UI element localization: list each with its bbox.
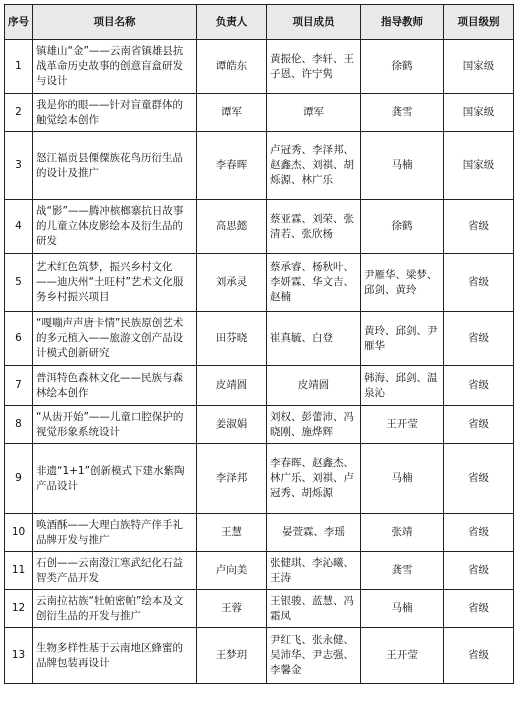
cell-advisor: 张靖 (361, 514, 444, 552)
cell-project-name: 镇雄山“金”——云南省镇雄县抗战革命历史故事的创意盲盒研发与设计 (33, 40, 197, 94)
table-row (5, 254, 514, 312)
cell-leader: 李春晖 (197, 132, 267, 200)
header-name: 项目名称 (33, 5, 197, 40)
cell-no: 6 (5, 312, 33, 366)
cell-leader: 姜淑娟 (197, 406, 267, 444)
cell-advisor: 韩海、邱剑、温泉沁 (361, 366, 444, 406)
cell-project-name: “嘎嘣声声唐卡情”民族原创艺术的多元植入——旅游文创产品设计模式创新研究 (33, 312, 197, 366)
cell-advisor: 王开莹 (361, 406, 444, 444)
cell-members: 蔡亚霖、刘荣、张清若、张欣杨 (267, 200, 361, 254)
cell-project-name: 生物多样性基于云南地区蜂蜜的品牌包装再设计 (33, 628, 197, 684)
cell-leader: 王蓉 (197, 590, 267, 628)
cell-members: 尹红飞、张永健、吴沛华、尹志强、李馨金 (267, 628, 361, 684)
cell-members: 卢冠秀、李泽邦、赵鑫杰、刘祺、胡烁源、林广乐 (267, 132, 361, 200)
cell-no: 7 (5, 366, 33, 406)
cell-no: 11 (5, 552, 33, 590)
cell-advisor: 龚雪 (361, 552, 444, 590)
table-row (5, 628, 514, 684)
cell-members: 刘权、彭蕾沛、冯晓刚、施烨辉 (267, 406, 361, 444)
cell-advisor: 马楠 (361, 590, 444, 628)
cell-members: 蔡承睿、杨秋叶、李妍霖、华文吉、赵楠 (267, 254, 361, 312)
cell-level: 省级 (444, 200, 514, 254)
cell-project-name: 云南拉祜族“牡帕密帕”绘本及文创衍生品的开发与推广 (33, 590, 197, 628)
table-row (5, 444, 514, 514)
cell-level: 国家级 (444, 40, 514, 94)
table-row (5, 366, 514, 406)
cell-advisor: 王开莹 (361, 628, 444, 684)
cell-advisor: 马楠 (361, 444, 444, 514)
cell-level: 省级 (444, 312, 514, 366)
cell-project-name: 唤酒酥——大理白族特产伴手礼品牌开发与推广 (33, 514, 197, 552)
table-header-row (5, 5, 514, 40)
cell-project-name: 艺术红色筑梦，振兴乡村文化——迪庆州“土旺村”艺术文化服务乡村振兴项目 (33, 254, 197, 312)
cell-level: 国家级 (444, 94, 514, 132)
cell-level: 省级 (444, 444, 514, 514)
cell-no: 5 (5, 254, 33, 312)
table-row (5, 406, 514, 444)
cell-members: 晏萱霖、李瑶 (267, 514, 361, 552)
table-row (5, 132, 514, 200)
cell-advisor: 徐鹤 (361, 40, 444, 94)
cell-project-name: 非遗“1+1”创新模式下建水紫陶产品设计 (33, 444, 197, 514)
cell-project-name: 普洱特色森林文化——民族与森林绘本创作 (33, 366, 197, 406)
cell-level: 省级 (444, 590, 514, 628)
cell-level: 省级 (444, 406, 514, 444)
cell-leader: 高思懿 (197, 200, 267, 254)
cell-level: 省级 (444, 552, 514, 590)
cell-leader: 皮靖圆 (197, 366, 267, 406)
header-leader: 负责人 (197, 5, 267, 40)
cell-members: 黄振伦、李轩、王子恩、许宁隽 (267, 40, 361, 94)
cell-members: 皮靖圆 (267, 366, 361, 406)
cell-leader: 刘承灵 (197, 254, 267, 312)
cell-project-name: 战“影”——腾冲槟榔寨抗日故事的儿童立体皮影绘本及衍生品的研发 (33, 200, 197, 254)
table-row (5, 94, 514, 132)
cell-level: 省级 (444, 628, 514, 684)
cell-no: 3 (5, 132, 33, 200)
cell-no: 1 (5, 40, 33, 94)
cell-members: 李春晖、赵鑫杰、林广乐、刘祺、卢冠秀、胡烁源 (267, 444, 361, 514)
cell-leader: 李泽邦 (197, 444, 267, 514)
cell-no: 4 (5, 200, 33, 254)
cell-level: 省级 (444, 254, 514, 312)
cell-no: 10 (5, 514, 33, 552)
cell-leader: 谭皓东 (197, 40, 267, 94)
cell-members: 张健琪、李沁曦、王涛 (267, 552, 361, 590)
header-advisor: 指导教师 (361, 5, 444, 40)
cell-level: 省级 (444, 514, 514, 552)
table-row (5, 552, 514, 590)
cell-no: 13 (5, 628, 33, 684)
cell-members: 谭军 (267, 94, 361, 132)
table-row (5, 514, 514, 552)
header-no: 序号 (5, 5, 33, 40)
cell-leader: 王慧 (197, 514, 267, 552)
document-page (4, 4, 513, 684)
table-row (5, 200, 514, 254)
header-level: 项目级别 (444, 5, 514, 40)
table-row (5, 312, 514, 366)
cell-members: 崔真毓、白登 (267, 312, 361, 366)
cell-no: 8 (5, 406, 33, 444)
cell-project-name: 我是你的眼——针对盲童群体的触觉绘本创作 (33, 94, 197, 132)
cell-no: 2 (5, 94, 33, 132)
table-row (5, 590, 514, 628)
project-table (4, 4, 514, 684)
cell-advisor: 徐鹤 (361, 200, 444, 254)
cell-advisor: 尹雁华、梁梦、邱剑、黄玲 (361, 254, 444, 312)
cell-advisor: 马楠 (361, 132, 444, 200)
cell-level: 国家级 (444, 132, 514, 200)
cell-project-name: 石创——云南澄江寒武纪化石益智类产品开发 (33, 552, 197, 590)
cell-leader: 田芬晓 (197, 312, 267, 366)
cell-advisor: 黄玲、邱剑、尹雁华 (361, 312, 444, 366)
cell-leader: 王梦玥 (197, 628, 267, 684)
cell-leader: 谭军 (197, 94, 267, 132)
cell-members: 王银骏、蓝慧、冯霜凤 (267, 590, 361, 628)
cell-advisor: 龚雪 (361, 94, 444, 132)
cell-leader: 卢向美 (197, 552, 267, 590)
cell-project-name: 怒江福贡县傈僳族花鸟历衍生品的设计及推广 (33, 132, 197, 200)
cell-project-name: “从齿开始”——儿童口腔保护的视觉形象系统设计 (33, 406, 197, 444)
table-row (5, 40, 514, 94)
header-members: 项目成员 (267, 5, 361, 40)
cell-level: 省级 (444, 366, 514, 406)
cell-no: 9 (5, 444, 33, 514)
cell-no: 12 (5, 590, 33, 628)
